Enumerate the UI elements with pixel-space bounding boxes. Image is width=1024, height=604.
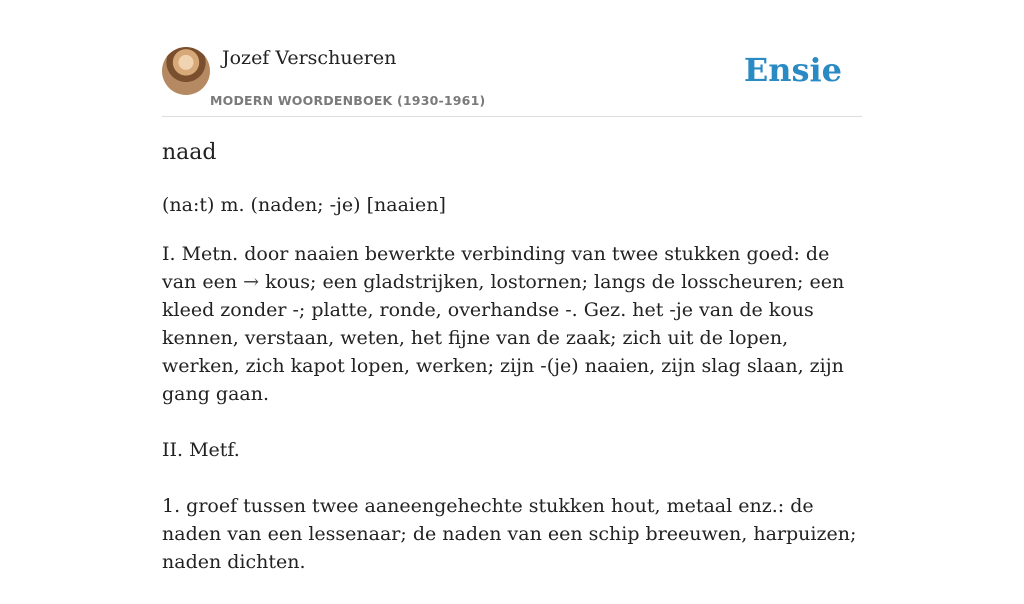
definition-paragraph-3: 1. groef tussen twee aaneengehechte stukken hout, metaal enz.: de naden van een lessenaar; de naden van een schip breeuwen, harpuizen; naden dichten.	[162, 495, 857, 573]
right-arrow-icon[interactable]: →	[243, 271, 260, 293]
entry-header	[162, 0, 862, 117]
headword: naad	[162, 140, 217, 165]
author-name[interactable]: Jozef Verschueren	[222, 47, 397, 69]
avatar[interactable]	[162, 47, 210, 95]
definition-line-1: I. Metn. door naaien bewerkte verbinding van twee stukken goed: de van een	[162, 243, 830, 293]
pronunciation: (na:t) m. (naden; -je) [naaien]	[162, 194, 446, 216]
definition-paragraph-2: II. Metf.	[162, 439, 240, 461]
source-label[interactable]: MODERN WOORDENBOEK (1930-1961)	[210, 93, 486, 108]
entry-page	[162, 0, 862, 573]
definition-text	[162, 240, 862, 604]
definition-paragraph-1	[162, 240, 862, 408]
brand-logo[interactable]: Ensie	[743, 51, 842, 89]
definition-paragraph-1-continued: kous; een gladstrijken, lostornen; langs de losscheuren; een kleed zonder -; platte, ronde, overhandse -. Gez. het -je van de kous kennen, verstaan, weten, het fijne van de zaak; zich uit de lopen, werken, zich kapot lopen, werken; zijn -(je) naaien, zijn slag slaan, zijn gang gaan.	[162, 271, 845, 405]
